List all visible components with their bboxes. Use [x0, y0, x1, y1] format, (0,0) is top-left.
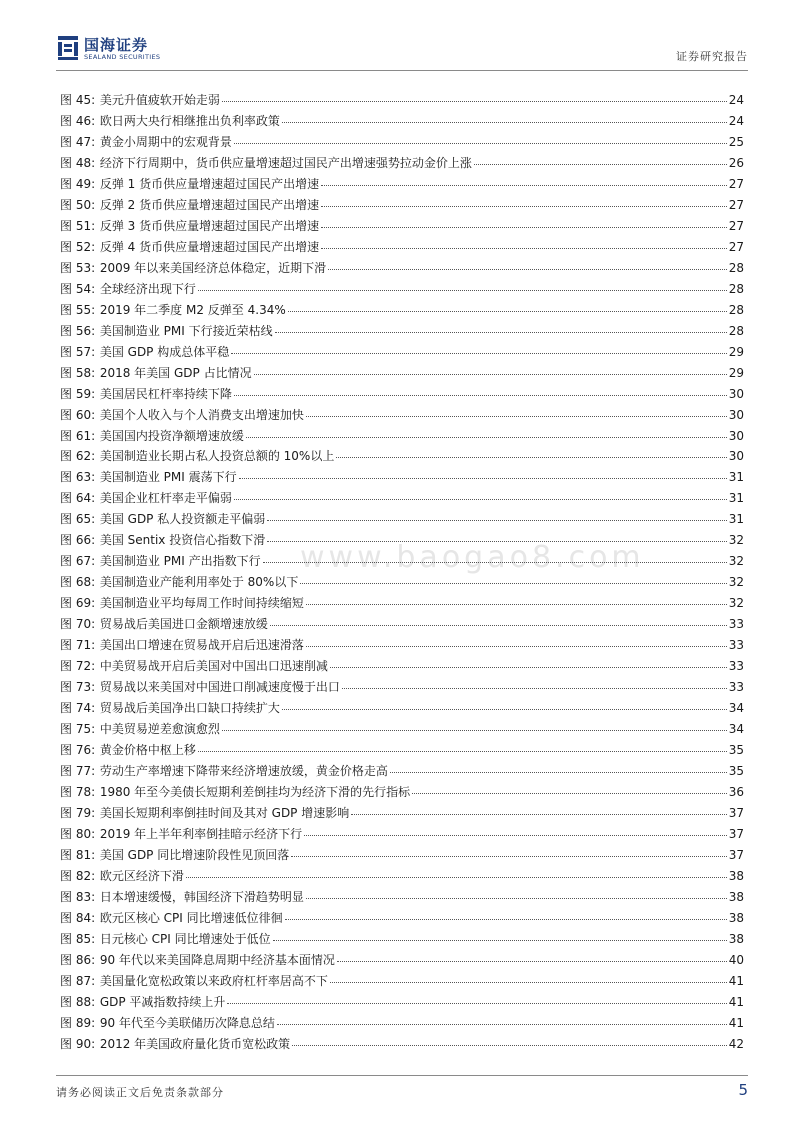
- toc-entry-label: [60, 971, 328, 992]
- page-ref: 32: [728, 554, 744, 569]
- toc-entry-label: [60, 782, 410, 803]
- toc-entry-label: [60, 426, 244, 447]
- page-ref: 27: [728, 239, 744, 254]
- toc-entry[interactable]: [60, 740, 744, 761]
- figure-title: 2019 年二季度 M2 反弹至 4.34%: [99, 302, 286, 317]
- toc-entry-label: [60, 509, 265, 530]
- toc-entry-label: [60, 866, 184, 887]
- figure-title: 美国居民杠杆率持续下降: [99, 386, 232, 401]
- figure-title: 美国企业杠杆率走平偏弱: [99, 491, 232, 506]
- figure-title: 反弹 3 货币供应量增速超过国民产出增速: [99, 218, 320, 233]
- company-name-en: SEALAND SECURITIES: [84, 53, 161, 61]
- toc-entry-label: [60, 446, 334, 467]
- sealand-logo-icon: [56, 34, 80, 62]
- figure-title: 欧日两大央行相继推出负利率政策: [99, 113, 280, 128]
- figure-number: 图 63:: [60, 470, 96, 485]
- figure-title: 美国 GDP 私人投资额走平偏弱: [99, 512, 266, 527]
- page-ref: 28: [728, 281, 744, 296]
- dot-leader: [304, 824, 727, 836]
- figure-title: 美国制造业 PMI 震荡下行: [99, 470, 237, 485]
- toc-entry[interactable]: [60, 90, 744, 111]
- figure-number: 图 50:: [60, 197, 96, 212]
- figure-number: 图 69:: [60, 596, 96, 611]
- toc-entry-label: [60, 698, 280, 719]
- toc-entry-label: [60, 887, 304, 908]
- page-ref: 37: [728, 826, 744, 841]
- figure-title: 中美贸易战开启后美国对中国出口迅速削减: [99, 659, 328, 674]
- toc-entry[interactable]: [60, 342, 744, 363]
- figure-number: 图 72:: [60, 659, 96, 674]
- dot-leader: [239, 467, 727, 479]
- report-type: 证券研究报告: [676, 50, 748, 63]
- figure-number: 图 49:: [60, 176, 96, 191]
- toc-entry[interactable]: [60, 446, 744, 467]
- dot-leader: [390, 761, 727, 773]
- page-ref: 28: [728, 323, 744, 338]
- figure-number: 图 88:: [60, 994, 96, 1009]
- dot-leader: [321, 195, 727, 207]
- dot-leader: [306, 635, 727, 647]
- toc-entry-label: [60, 635, 304, 656]
- toc-entry-label: [60, 824, 302, 845]
- page-footer: [56, 1075, 748, 1099]
- toc-entry-label: [60, 237, 319, 258]
- figure-number: 图 45:: [60, 93, 96, 107]
- toc-entry-label: [60, 992, 225, 1013]
- page-ref: 33: [728, 659, 744, 674]
- toc-entry[interactable]: [60, 237, 744, 258]
- page-ref: 35: [728, 743, 744, 758]
- figure-title: 反弹 4 货币供应量增速超过国民产出增速: [99, 239, 320, 254]
- figure-title: 中美贸易逆差愈演愈烈: [99, 722, 220, 737]
- figure-number: 图 65:: [60, 512, 96, 527]
- company-logo: [56, 34, 206, 66]
- dot-leader: [267, 530, 727, 542]
- figure-number: 图 51:: [60, 218, 96, 233]
- toc-entry[interactable]: [60, 279, 744, 300]
- page-ref: 34: [728, 722, 744, 737]
- dot-leader: [412, 782, 727, 794]
- toc-entry[interactable]: [60, 677, 744, 698]
- toc-entry-label: [60, 656, 328, 677]
- dot-leader: [234, 488, 727, 500]
- page-ref: 27: [728, 197, 744, 212]
- dot-leader: [234, 132, 727, 144]
- figure-number: 图 89:: [60, 1015, 96, 1030]
- dot-leader: [270, 614, 727, 626]
- toc-entry-label: [60, 488, 232, 509]
- toc-entry[interactable]: [60, 111, 744, 132]
- figure-title: 反弹 1 货币供应量增速超过国民产出增速: [99, 176, 320, 191]
- toc-entry-label: [60, 677, 340, 698]
- toc-entry-label: [60, 279, 196, 300]
- figure-title: 贸易战以来美国对中国进口削减速度慢于出口: [99, 680, 340, 695]
- figure-number: 图 53:: [60, 260, 96, 275]
- figure-number: 图 70:: [60, 617, 96, 632]
- toc-entry-label: [60, 719, 220, 740]
- dot-leader: [321, 174, 727, 186]
- page-ref: 33: [728, 617, 744, 632]
- figure-number: 图 86:: [60, 952, 96, 967]
- figure-title: 劳动生产率增速下降带来经济增速放缓，黄金价格走高: [99, 764, 388, 778]
- page-ref: 28: [728, 260, 744, 275]
- dot-leader: [328, 258, 727, 270]
- dot-leader: [474, 153, 727, 165]
- dot-leader: [222, 719, 727, 731]
- toc-entry-label: [60, 593, 304, 614]
- dot-leader: [282, 111, 727, 123]
- toc-entry[interactable]: [60, 992, 744, 1013]
- figure-number: 图 46:: [60, 113, 96, 128]
- page-ref: 41: [728, 1015, 744, 1030]
- toc-entry-label: [60, 740, 196, 761]
- figure-title: 2019 年上半年利率倒挂暗示经济下行: [99, 826, 303, 841]
- figure-title: 美国长短期利率倒挂时间及其对 GDP 增速影响: [99, 805, 350, 820]
- figure-number: 图 81:: [60, 847, 96, 862]
- dot-leader: [306, 405, 727, 417]
- figure-list: [60, 90, 744, 1055]
- figure-title: 美国制造业长期占私人投资总额的 10%以上: [99, 449, 335, 464]
- figure-title: 美国 Sentix 投资信心指数下滑: [99, 533, 266, 548]
- toc-entry-label: [60, 761, 388, 782]
- figure-number: 图 55:: [60, 302, 96, 317]
- toc-entry-label: [60, 90, 220, 111]
- dot-leader: [254, 363, 727, 375]
- figure-title: 90 年代至今美联储历次降息总结: [99, 1015, 275, 1030]
- toc-entry[interactable]: [60, 363, 744, 384]
- figure-title: 美国国内投资净额增速放缓: [99, 428, 244, 443]
- page-ref: 28: [728, 302, 744, 317]
- toc-entry[interactable]: [60, 132, 744, 153]
- toc-entry-label: [60, 111, 280, 132]
- figure-title: 2009 年以来美国经济总体稳定，近期下滑: [99, 260, 327, 275]
- dot-leader: [227, 992, 726, 1004]
- dot-leader: [246, 426, 727, 438]
- toc-entry[interactable]: [60, 593, 744, 614]
- toc-entry[interactable]: [60, 866, 744, 887]
- figure-number: 图 76:: [60, 743, 96, 758]
- dot-leader: [285, 908, 727, 920]
- page-ref: 24: [728, 93, 744, 107]
- figure-number: 图 54:: [60, 281, 96, 296]
- toc-entry[interactable]: [60, 887, 744, 908]
- dot-leader: [306, 887, 727, 899]
- page-ref: 31: [728, 491, 744, 506]
- dot-leader: [351, 803, 726, 815]
- page-number: 5: [738, 1081, 748, 1099]
- toc-entry-label: [60, 174, 319, 195]
- page-ref: 42: [728, 1036, 744, 1051]
- toc-entry[interactable]: [60, 488, 744, 509]
- figure-number: 图 60:: [60, 407, 96, 422]
- figure-title: 2018 年美国 GDP 占比情况: [99, 365, 252, 380]
- dot-leader: [277, 1013, 727, 1025]
- dot-leader: [263, 551, 727, 563]
- page-ref: 37: [728, 805, 744, 820]
- figure-title: 美国制造业 PMI 下行接近荣枯线: [99, 323, 273, 338]
- page-ref: 33: [728, 638, 744, 653]
- figure-number: 图 77:: [60, 764, 96, 778]
- toc-entry-label: [60, 384, 232, 405]
- figure-number: 图 74:: [60, 701, 96, 716]
- page-ref: 31: [728, 512, 744, 527]
- toc-entry-label: [60, 405, 304, 426]
- dot-leader: [273, 929, 727, 941]
- figure-title: 美国量化宽松政策以来政府杠杆率居高不下: [99, 973, 328, 988]
- figure-number: 图 62:: [60, 449, 96, 464]
- toc-entry[interactable]: [60, 153, 744, 174]
- dot-leader: [321, 216, 727, 228]
- page-ref: 41: [728, 994, 744, 1009]
- figure-number: 图 75:: [60, 722, 96, 737]
- page-ref: 31: [728, 470, 744, 485]
- dot-leader: [291, 845, 726, 857]
- toc-entry-label: [60, 1013, 275, 1034]
- figure-title: 美国制造业 PMI 产出指数下行: [99, 554, 261, 569]
- toc-entry-label: [60, 258, 326, 279]
- toc-entry[interactable]: [60, 195, 744, 216]
- figure-title: 美国出口增速在贸易战开启后迅速滑落: [99, 638, 304, 653]
- figure-number: 图 57:: [60, 344, 96, 359]
- page-header: [56, 32, 748, 71]
- dot-leader: [300, 572, 726, 584]
- toc-entry[interactable]: [60, 635, 744, 656]
- page-ref: 24: [728, 113, 744, 128]
- figure-number: 图 84:: [60, 910, 96, 925]
- page-ref: 33: [728, 680, 744, 695]
- figure-number: 图 67:: [60, 554, 96, 569]
- page-ref: 38: [728, 910, 744, 925]
- page-ref: 30: [728, 407, 744, 422]
- dot-leader: [282, 698, 727, 710]
- page-ref: 29: [728, 344, 744, 359]
- toc-entry[interactable]: [60, 614, 744, 635]
- figure-title: 美元升值疲软开始走弱: [99, 93, 220, 107]
- page-ref: 40: [728, 952, 744, 967]
- page-ref: 25: [728, 134, 744, 149]
- toc-entry[interactable]: [60, 216, 744, 237]
- page-ref: 29: [728, 365, 744, 380]
- toc-entry-label: [60, 342, 229, 363]
- page-ref: 30: [728, 428, 744, 443]
- figure-title: 全球经济出现下行: [99, 281, 196, 296]
- figure-title: 90 年代以来美国降息周期中经济基本面情况: [99, 952, 335, 967]
- toc-entry[interactable]: [60, 971, 744, 992]
- company-name-cn: 国海证券: [84, 36, 149, 54]
- toc-entry[interactable]: [60, 824, 744, 845]
- figure-title: 经济下行周期中，货币供应量增速超过国民产出增速强势拉动金价上涨: [99, 155, 472, 170]
- toc-entry-label: [60, 153, 472, 174]
- toc-entry[interactable]: [60, 719, 744, 740]
- page-ref: 38: [728, 889, 744, 904]
- figure-title: 美国 GDP 同比增速阶段性见顶回落: [99, 847, 290, 862]
- dot-leader: [231, 342, 726, 354]
- toc-entry-label: [60, 803, 349, 824]
- figure-number: 图 66:: [60, 533, 96, 548]
- figure-title: 美国 GDP 构成总体平稳: [99, 344, 230, 359]
- figure-number: 图 68:: [60, 575, 96, 590]
- dot-leader: [330, 656, 727, 668]
- toc-entry-label: [60, 845, 289, 866]
- figure-title: 1980 年至今美债长短期利差倒挂均为经济下滑的先行指标: [99, 784, 411, 799]
- toc-entry[interactable]: [60, 321, 744, 342]
- page-ref: 30: [728, 449, 744, 464]
- figure-title: 2012 年美国政府量化货币宽松政策: [99, 1036, 291, 1051]
- figure-number: 图 87:: [60, 973, 96, 988]
- dot-leader: [198, 740, 727, 752]
- toc-entry[interactable]: [60, 405, 744, 426]
- toc-entry-label: [60, 195, 319, 216]
- dot-leader: [186, 866, 727, 878]
- toc-entry[interactable]: [60, 467, 744, 488]
- dot-leader: [234, 384, 727, 396]
- toc-entry-label: [60, 530, 265, 551]
- page-ref: 38: [728, 931, 744, 946]
- toc-entry-label: [60, 132, 232, 153]
- toc-entry-label: [60, 216, 319, 237]
- dot-leader: [292, 1034, 727, 1046]
- toc-entry-label: [60, 363, 252, 384]
- figure-title: 欧元区经济下滑: [99, 868, 184, 883]
- toc-entry[interactable]: [60, 174, 744, 195]
- figure-number: 图 52:: [60, 239, 96, 254]
- figure-title: 日本增速缓慢，韩国经济下滑趋势明显: [99, 889, 304, 904]
- toc-entry[interactable]: [60, 551, 744, 572]
- figure-title: 美国制造业产能利用率处于 80%以下: [99, 575, 299, 590]
- toc-entry-label: [60, 300, 286, 321]
- figure-number: 图 61:: [60, 428, 96, 443]
- page-ref: 26: [728, 155, 744, 170]
- figure-number: 图 58:: [60, 365, 96, 380]
- page-ref: 38: [728, 868, 744, 883]
- toc-entry[interactable]: [60, 509, 744, 530]
- toc-entry-label: [60, 321, 273, 342]
- toc-entry[interactable]: [60, 782, 744, 803]
- figure-title: 欧元区核心 CPI 同比增速低位徘徊: [99, 910, 283, 925]
- page-ref: 27: [728, 176, 744, 191]
- figure-number: 图 71:: [60, 638, 96, 653]
- dot-leader: [336, 446, 726, 458]
- figure-number: 图 85:: [60, 931, 96, 946]
- toc-entry[interactable]: [60, 908, 744, 929]
- toc-entry[interactable]: [60, 761, 744, 782]
- figure-title: 黄金小周期中的宏观背景: [99, 134, 232, 149]
- toc-entry-label: [60, 614, 268, 635]
- dot-leader: [198, 279, 727, 291]
- figure-title: 反弹 2 货币供应量增速超过国民产出增速: [99, 197, 320, 212]
- page-ref: 27: [728, 218, 744, 233]
- toc-entry-label: [60, 929, 271, 950]
- page-ref: 32: [728, 533, 744, 548]
- figure-number: 图 82:: [60, 868, 96, 883]
- toc-entry[interactable]: [60, 803, 744, 824]
- dot-leader: [267, 509, 726, 521]
- toc-entry[interactable]: [60, 1034, 744, 1055]
- figure-number: 图 80:: [60, 826, 96, 841]
- dot-leader: [306, 593, 727, 605]
- toc-entry[interactable]: [60, 845, 744, 866]
- watermark: www.baogao8.com: [300, 540, 645, 575]
- toc-entry-label: [60, 467, 237, 488]
- figure-title: GDP 平减指数持续上升: [99, 994, 226, 1009]
- figure-number: 图 79:: [60, 805, 96, 820]
- page-ref: 32: [728, 596, 744, 611]
- toc-entry[interactable]: [60, 1013, 744, 1034]
- toc-entry-label: [60, 572, 298, 593]
- page-ref: 36: [728, 784, 744, 799]
- figure-number: 图 59:: [60, 386, 96, 401]
- figure-title: 贸易战后美国净出口缺口持续扩大: [99, 701, 280, 716]
- toc-entry[interactable]: [60, 572, 744, 593]
- figure-number: 图 73:: [60, 680, 96, 695]
- page-ref: 35: [728, 764, 744, 778]
- toc-entry[interactable]: [60, 258, 744, 279]
- page-ref: 30: [728, 386, 744, 401]
- page-ref: 32: [728, 575, 744, 590]
- figure-number: 图 56:: [60, 323, 96, 338]
- toc-entry[interactable]: [60, 300, 744, 321]
- dot-leader: [337, 950, 727, 962]
- dot-leader: [342, 677, 727, 689]
- figure-title: 美国制造业平均每周工作时间持续缩短: [99, 596, 304, 611]
- toc-entry[interactable]: [60, 530, 744, 551]
- figure-number: 图 90:: [60, 1036, 96, 1051]
- toc-entry-label: [60, 551, 261, 572]
- toc-entry[interactable]: [60, 950, 744, 971]
- figure-title: 贸易战后美国进口金额增速放缓: [99, 617, 268, 632]
- figure-number: 图 48:: [60, 155, 96, 170]
- dot-leader: [330, 971, 727, 983]
- toc-entry[interactable]: [60, 384, 744, 405]
- page-ref: 41: [728, 973, 744, 988]
- toc-entry-label: [60, 1034, 290, 1055]
- toc-entry[interactable]: [60, 929, 744, 950]
- dot-leader: [321, 237, 727, 249]
- page-ref: 37: [728, 847, 744, 862]
- page-ref: 34: [728, 701, 744, 716]
- toc-entry[interactable]: [60, 698, 744, 719]
- figure-title: 黄金价格中枢上移: [99, 743, 196, 758]
- dot-leader: [222, 90, 727, 102]
- figure-title: 美国个人收入与个人消费支出增速加快: [99, 407, 304, 422]
- figure-number: 图 83:: [60, 889, 96, 904]
- figure-number: 图 78:: [60, 784, 96, 799]
- toc-entry[interactable]: [60, 656, 744, 677]
- dot-leader: [288, 300, 727, 312]
- toc-entry-label: [60, 950, 335, 971]
- figure-number: 图 47:: [60, 134, 96, 149]
- toc-entry[interactable]: [60, 426, 744, 447]
- disclaimer-note: 请务必阅读正文后免责条款部分: [56, 1086, 224, 1099]
- figure-title: 日元核心 CPI 同比增速处于低位: [99, 931, 271, 946]
- dot-leader: [275, 321, 727, 333]
- toc-entry-label: [60, 908, 283, 929]
- figure-number: 图 64:: [60, 491, 96, 506]
